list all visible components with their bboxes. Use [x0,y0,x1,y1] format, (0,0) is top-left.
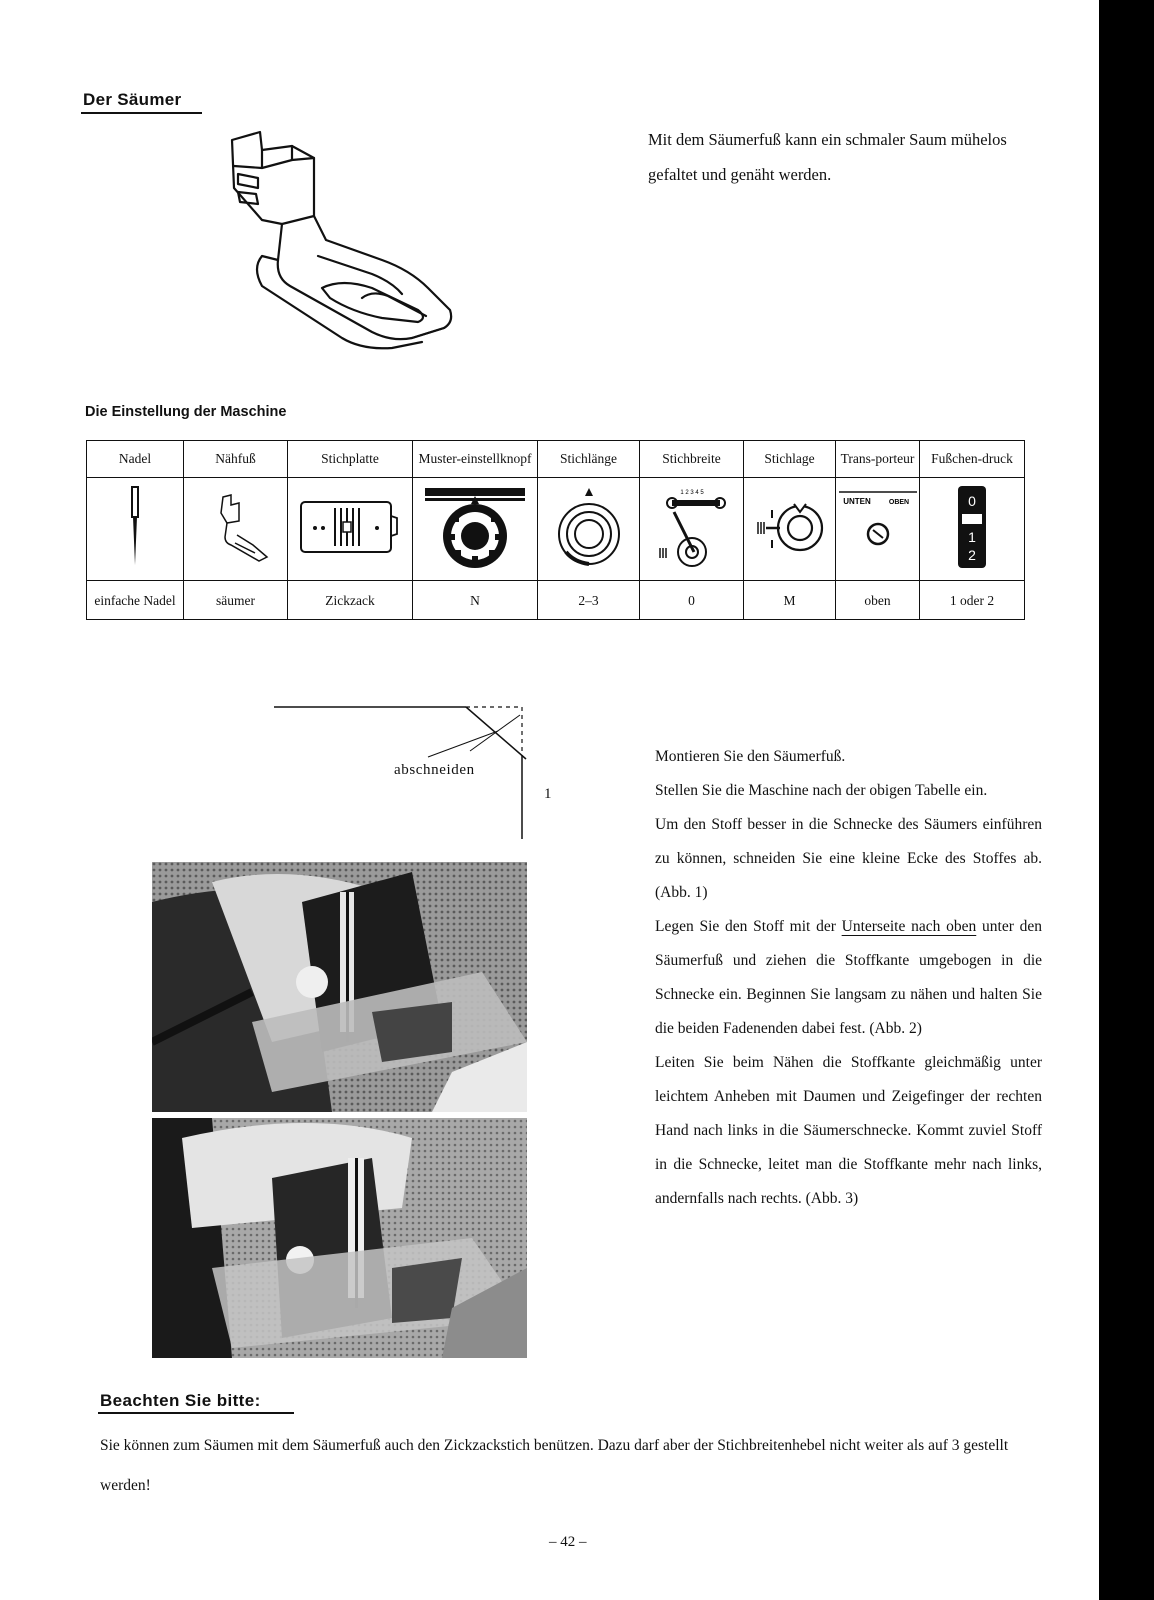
value-transporteur: oben [836,581,920,620]
stitch-length-dial-icon [554,482,624,572]
note-underline [98,1412,294,1414]
pressure-2: 2 [968,547,976,563]
cell-feed [836,478,920,581]
header-stichlage: Stichlage [744,441,836,478]
cell-pressure [920,478,1025,581]
heading-underline [81,112,202,114]
instruction-4-pre: Legen Sie den Stoff mit der [655,918,842,935]
cell-width [640,478,744,581]
section-heading: Der Säumer [83,90,182,109]
feed-oben-label: OBEN [888,499,909,506]
instruction-4-underlined: Unterseite nach oben [841,918,977,935]
value-nadel: einfache Nadel [87,581,184,620]
instruction-5: Leiten Sie beim Nähen die Stoffkante gleichmäßig unter leichtem Anheben mit Daumen und Zeigefinger der rechten Hand nach links in die Säumerschnecke. Kommt zuviel Stoff in die Schnecke, leitet man die Stoffkante mehr nach links, andernfalls nach rechts. (Abb. 3) [655,1054,1042,1207]
instructions [655,740,1042,1216]
instruction-2: Stellen Sie die Maschine nach der obigen Tabelle ein. [655,782,988,799]
value-stichbreite: 0 [640,581,744,620]
value-stichlaenge: 2–3 [538,581,640,620]
header-muster: Muster-einstellknopf [413,441,538,478]
value-stichplatte: Zickzack [288,581,413,620]
intro-text: Mit dem Säumerfuß kann ein schmaler Saum mühelos gefaltet und genäht werden. [648,130,1007,184]
presser-pressure-dial-icon [952,482,992,572]
sewing-photo-2 [152,1118,527,1358]
cell-plate [288,478,413,581]
header-stichlaenge: Stichlänge [538,441,640,478]
needle-icon [125,485,145,569]
cell-needle [87,478,184,581]
cell-position [744,478,836,581]
header-druck: Fußchen-druck [920,441,1025,478]
header-stichplatte: Stichplatte [288,441,413,478]
instruction-1: Montieren Sie den Säumerfuß. [655,748,846,765]
header-naehfuss: Nähfuß [184,441,288,478]
feed-dog-switch-icon [837,482,919,572]
pattern-dial-icon [425,482,525,572]
width-scale-text: 1 2 3 4 5 [679,490,704,496]
cut-label: abschneiden [394,762,475,778]
pressure-1: 1 [968,529,976,545]
machine-settings-table [86,440,1025,620]
page-number: – 42 – [549,1534,587,1550]
value-naehfuss: säumer [184,581,288,620]
figure-number: 1 [544,786,552,802]
value-muster: N [413,581,538,620]
sewing-photo-1 [152,862,527,1112]
instruction-4-post: unter den Säumerfuß und ziehen die Stoffkante umgebogen in die Schnecke ein. Beginnen Sie langsam zu nähen und halten Sie die beiden Fadenenden dabei fest. (Abb. 2) [655,918,1042,1037]
presser-foot-icon [201,487,271,567]
instruction-4 [655,910,1042,1046]
needle-plate-icon [297,494,403,560]
settings-title: Die Einstellung der Maschine [85,404,287,420]
header-transporteur: Trans-porteur [836,441,920,478]
hemmer-foot-illustration [222,128,462,358]
header-stichbreite: Stichbreite [640,441,744,478]
stitch-position-lever-icon [752,482,828,572]
pressure-0: 0 [968,493,976,509]
stitch-width-lever-icon [652,482,732,572]
note-heading: Beachten Sie bitte: [100,1391,261,1410]
header-nadel: Nadel [87,441,184,478]
cell-length [538,478,640,581]
value-stichlage: M [744,581,836,620]
instruction-3: Um den Stoff besser in die Schnecke des Säumers einführen zu können, schneiden Sie eine kleine Ecke des Stoffes ab. (Abb. 1) [655,816,1042,901]
note-text: Sie können zum Säumen mit dem Säumerfuß auch den Zickzackstich benützen. Dazu darf aber der Stichbreitenhebel nicht weiter als auf 3 gestellt werden! [100,1437,1009,1494]
cell-foot [184,478,288,581]
feed-unten-label: UNTEN [842,497,871,506]
cell-pattern [413,478,538,581]
value-druck: 1 oder 2 [920,581,1025,620]
scan-edge-bar [1099,0,1154,1600]
